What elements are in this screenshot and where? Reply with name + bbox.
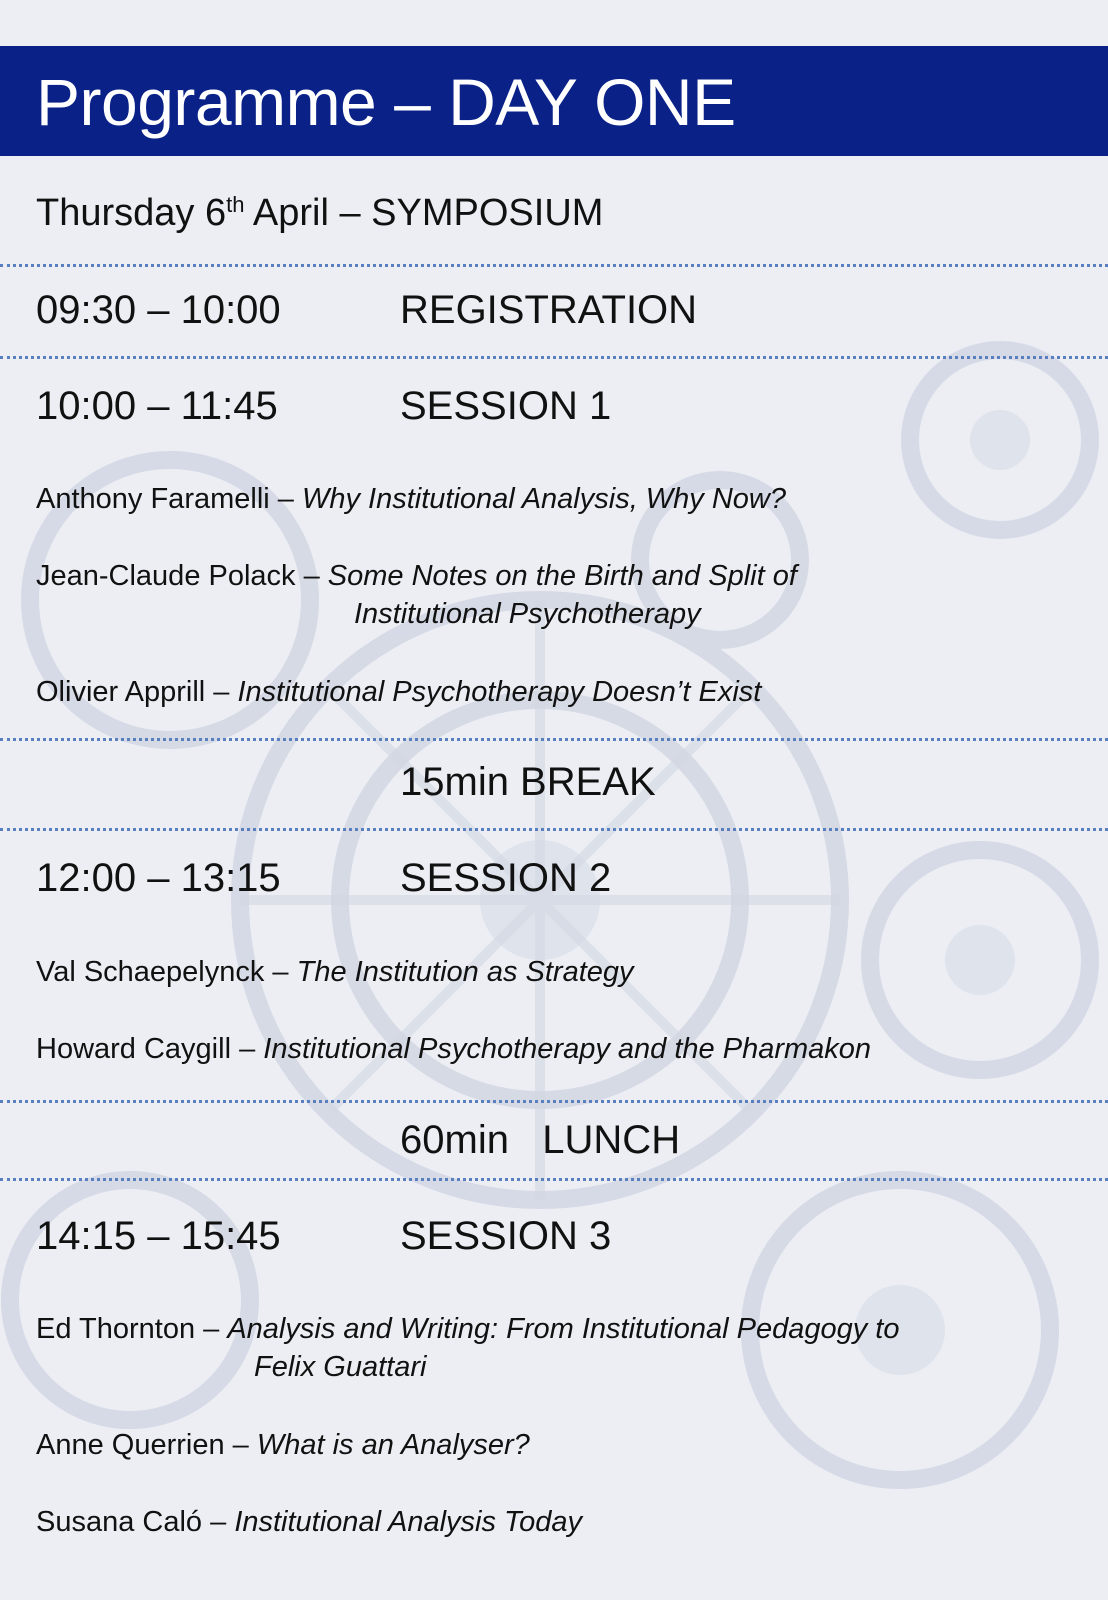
talk-item <box>36 557 797 633</box>
talk-title: What is an Analyser? <box>256 1429 530 1461</box>
talk-title: Institutional Psychotherapy Doesn’t Exist <box>237 676 762 708</box>
talk-item <box>36 480 786 518</box>
break-label: 15min BREAK <box>400 760 656 804</box>
talk-item <box>36 1503 582 1541</box>
talk-speaker: Anne Querrien – <box>36 1429 257 1461</box>
dotted-divider <box>0 1100 1108 1103</box>
talk-title: Institutional Analysis Today <box>234 1506 582 1538</box>
talk-speaker: Olivier Apprill – <box>36 676 238 708</box>
talk-title-continued: Felix Guattari <box>254 1351 427 1383</box>
talk-title: Institutional Psychotherapy and the Pharmakon <box>263 1033 872 1065</box>
talk-speaker: Susana Caló – <box>36 1506 235 1538</box>
session1-label: SESSION 1 <box>400 384 612 428</box>
date-weekday: Thursday 6 <box>36 192 227 234</box>
talk-item <box>36 1426 530 1464</box>
session2-label: SESSION 2 <box>400 856 612 900</box>
talk-title: Why Institutional Analysis, Why Now? <box>301 483 787 515</box>
date-rest: April – SYMPOSIUM <box>244 192 604 234</box>
dotted-divider <box>0 264 1108 267</box>
talk-title: Analysis and Writing: From Institutional Pedagogy to <box>227 1313 900 1345</box>
dotted-divider <box>0 1178 1108 1181</box>
registration-label: REGISTRATION <box>400 288 698 332</box>
page-title: Programme – DAY ONE <box>36 65 736 139</box>
session3-time: 14:15 – 15:45 <box>36 1214 281 1258</box>
lunch-label: 60min LUNCH <box>400 1118 681 1162</box>
session1-time: 10:00 – 11:45 <box>36 384 278 428</box>
dotted-divider <box>0 738 1108 741</box>
talk-speaker: Anthony Faramelli – <box>36 483 302 515</box>
session2-time: 12:00 – 13:15 <box>36 856 281 900</box>
registration-time: 09:30 – 10:00 <box>36 288 281 332</box>
talk-item <box>36 673 761 711</box>
date-heading <box>36 192 603 235</box>
talk-title-continued: Institutional Psychotherapy <box>354 598 701 630</box>
talk-speaker: Val Schaepelynck – <box>36 956 297 988</box>
talk-item <box>36 1310 899 1386</box>
talk-speaker: Ed Thornton – <box>36 1313 228 1345</box>
date-ordinal-suffix: th <box>226 192 245 217</box>
title-banner <box>0 46 1108 156</box>
session3-label: SESSION 3 <box>400 1214 612 1258</box>
talk-title: The Institution as Strategy <box>296 956 634 988</box>
talk-item <box>36 1030 871 1068</box>
dotted-divider <box>0 356 1108 359</box>
talk-speaker: Howard Caygill – <box>36 1033 264 1065</box>
talk-item <box>36 953 634 991</box>
dotted-divider <box>0 828 1108 831</box>
talk-title: Some Notes on the Birth and Split of <box>327 560 797 592</box>
talk-speaker: Jean-Claude Polack – <box>36 560 328 592</box>
